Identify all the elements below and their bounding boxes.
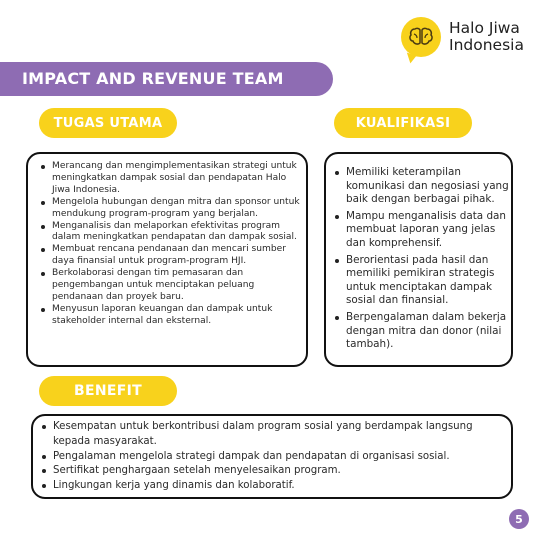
list-item: Memiliki keterampilan komunikasi dan negosiasi yang baik dengan berbagai pihak.: [346, 166, 509, 206]
list-item: Kesempatan untuk berkontribusi dalam program sosial yang berdampak langsung kepada masyarakat.: [53, 420, 511, 450]
tugas-utama-box: [26, 152, 308, 367]
list-item: Lingkungan kerja yang dinamis dan kolaboratif.: [53, 479, 511, 494]
list-item: Menyusun laporan keuangan dan dampak untuk stakeholder internal dan eksternal.: [52, 304, 304, 328]
brand-logo: [401, 17, 524, 57]
list-item: Sertifikat penghargaan setelah menyelesaikan program.: [53, 464, 511, 479]
list-item: Merancang dan mengimplementasikan strategi untuk meningkatkan dampak sosial dan pendapatan Halo Jiwa Indonesia.: [52, 161, 304, 197]
list-item: Berkolaborasi dengan tim pemasaran dan pengembangan untuk menciptakan peluang pendanaan dan proyek baru.: [52, 268, 304, 304]
kualifikasi-label: KUALIFIKASI: [334, 108, 472, 138]
benefit-list: [53, 420, 511, 494]
list-item: Berpengalaman dalam bekerja dengan mitra dan donor (nilai tambah).: [346, 311, 510, 352]
list-item: Mengelola hubungan dengan mitra dan sponsor untuk mendukung program-program yang berjalan.: [52, 197, 304, 221]
benefit-box: [31, 414, 513, 499]
brain-icon-graphic: [408, 26, 434, 48]
brand-name-line2: Indonesia: [449, 36, 524, 54]
page-title: IMPACT AND REVENUE TEAM: [22, 69, 284, 88]
list-item: Berorientasi pada hasil dan memiliki pemikiran strategis untuk menciptakan dampak sosial dan finansial.: [346, 254, 510, 308]
title-banner: [0, 62, 333, 96]
brand-name-line1: Halo Jiwa: [449, 19, 520, 37]
kualifikasi-box: [324, 152, 513, 367]
list-item: Menganalisis dan melaporkan efektivitas program dalam meningkatkan pendapatan dan dampak sosial.: [52, 221, 304, 245]
list-item: Pengalaman mengelola strategi dampak dan pendapatan di organisasi sosial.: [53, 450, 511, 465]
brain-head-icon: [401, 17, 441, 57]
tugas-utama-label: TUGAS UTAMA: [39, 108, 177, 138]
brand-name: [449, 20, 524, 54]
list-item: Mampu menganalisis data dan membuat laporan yang jelas dan komprehensif.: [346, 210, 510, 251]
page-number-badge: 5: [509, 509, 529, 529]
benefit-label: BENEFIT: [39, 376, 177, 406]
kualifikasi-list: [346, 166, 510, 355]
tugas-utama-list: [52, 161, 304, 328]
list-item: Membuat rencana pendanaan dan mencari sumber daya finansial untuk program-program HJI.: [52, 244, 304, 268]
